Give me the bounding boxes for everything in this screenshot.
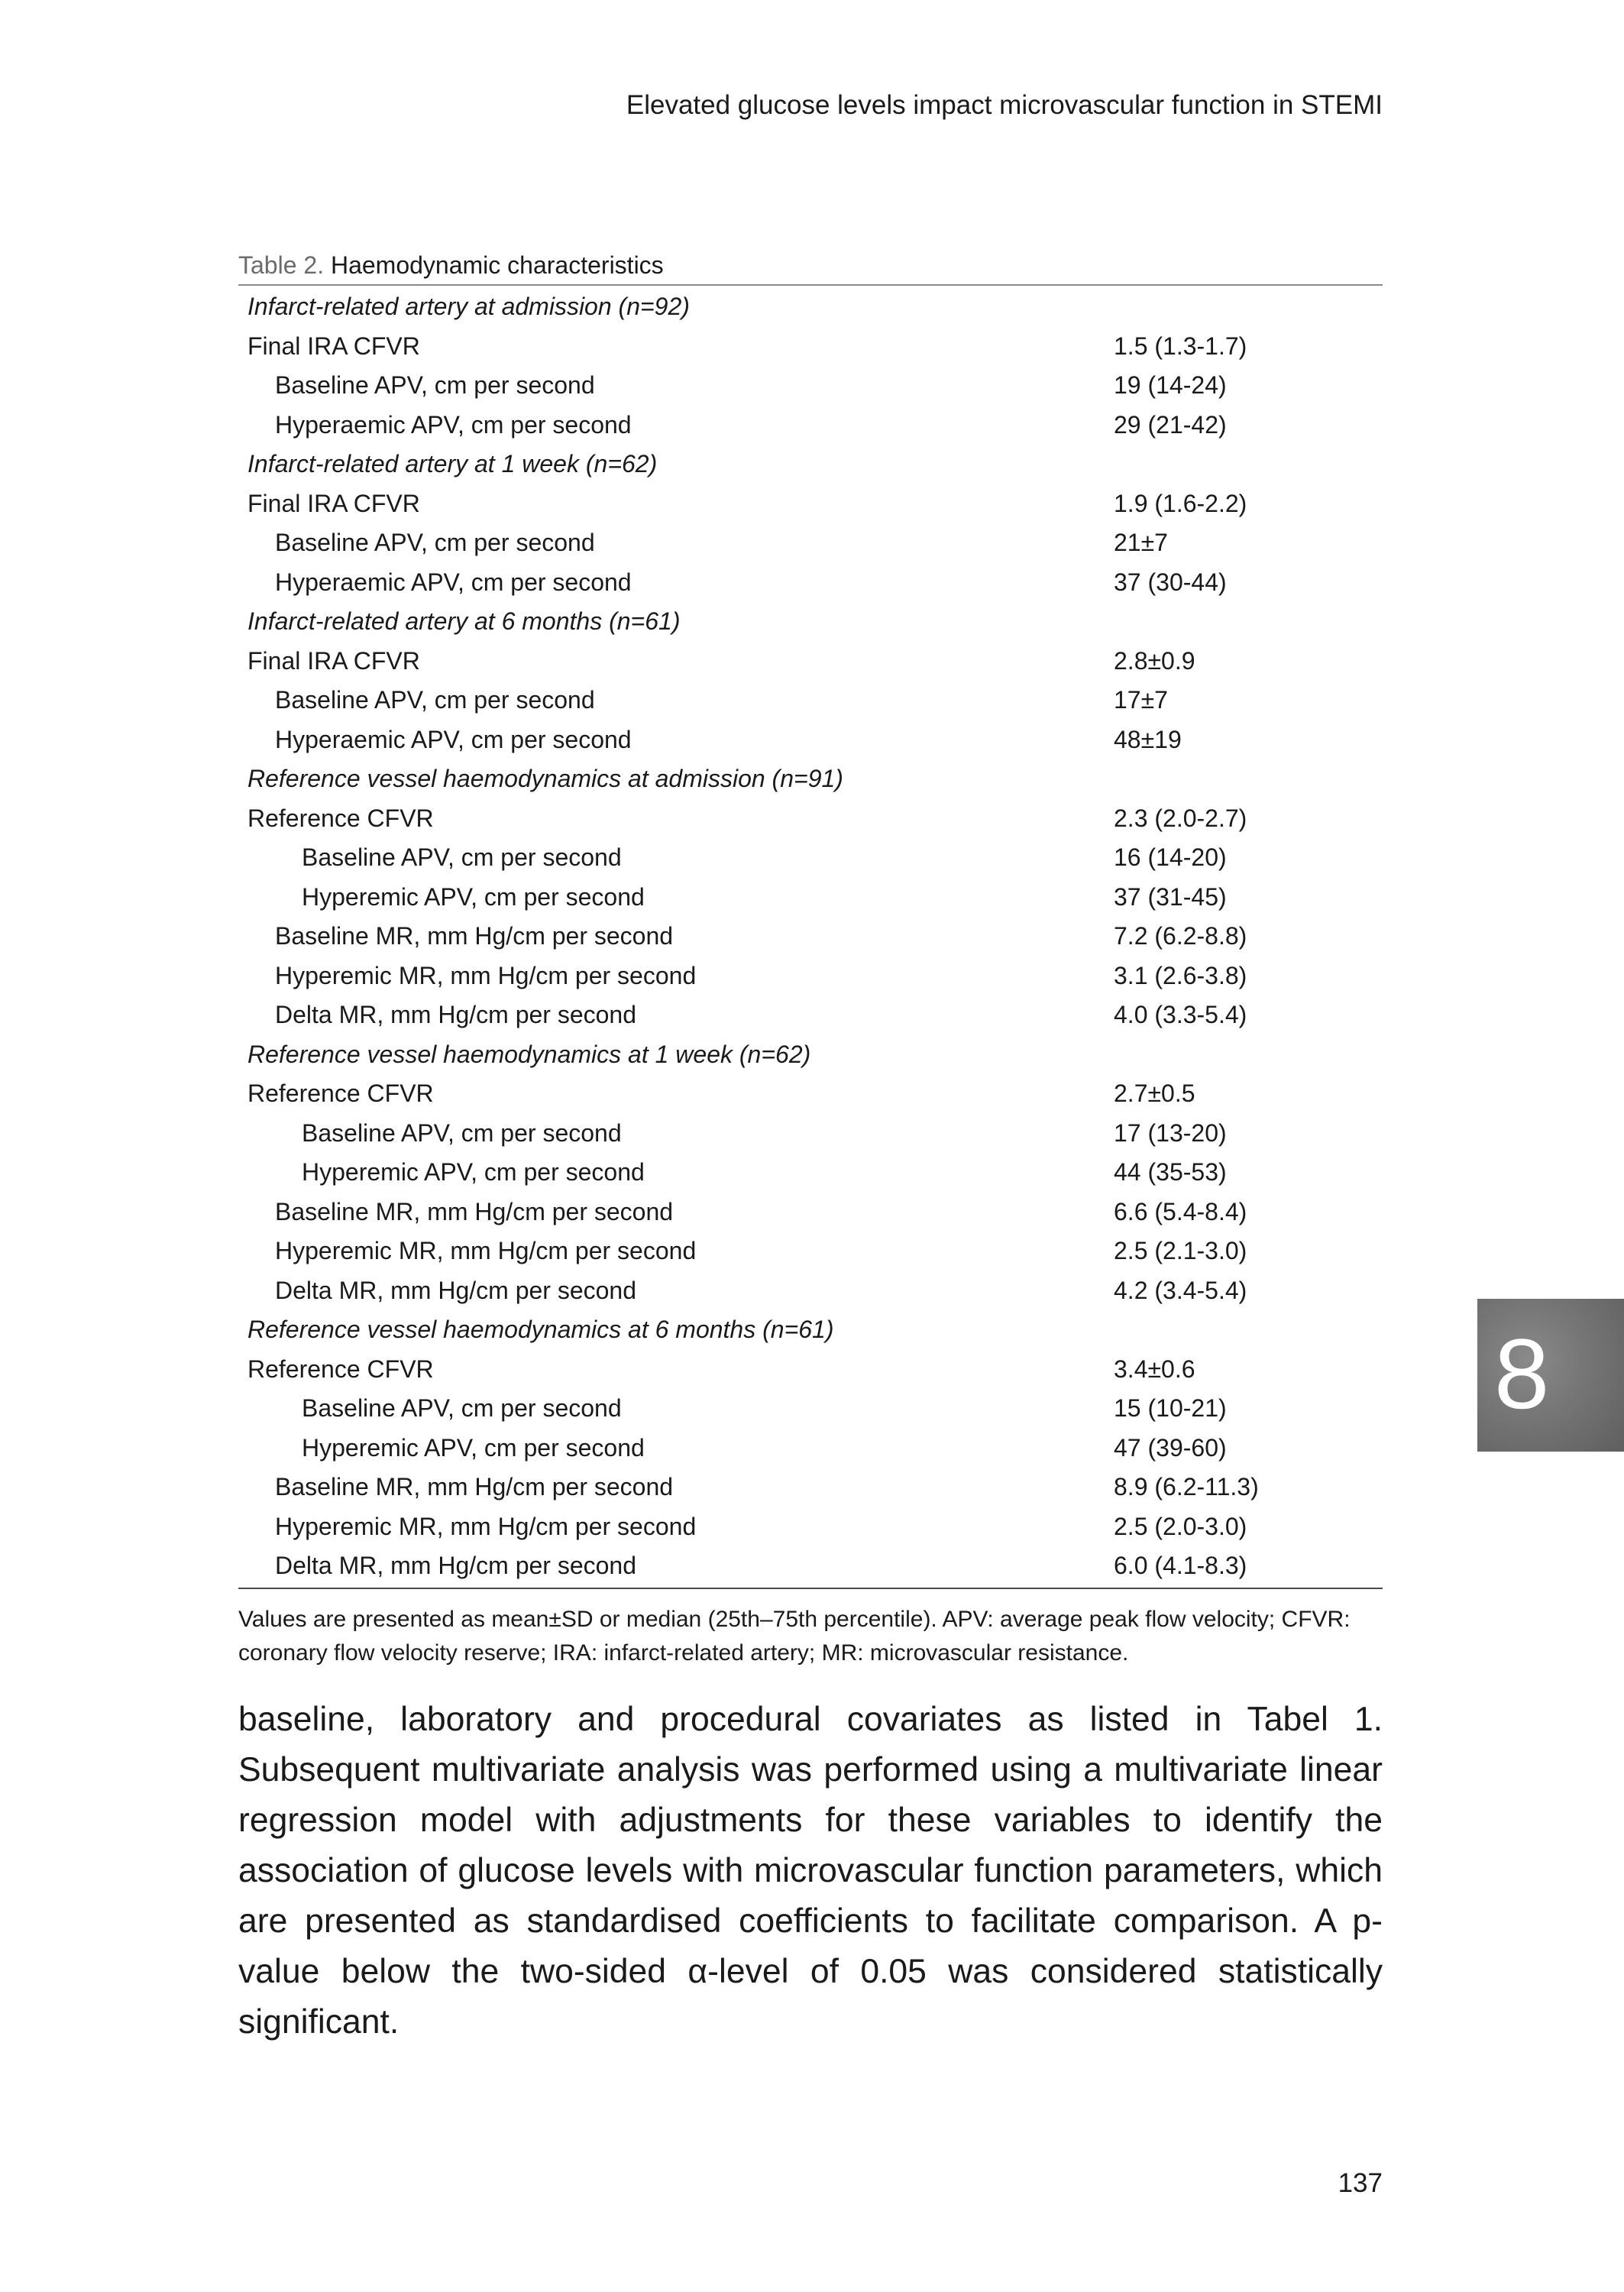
body-paragraph: baseline, laboratory and procedural covariates as listed in Tabel 1. Subsequent multivariate analysis was performed using a multivariate linear regression model with adjustments for these variables to identify the association of glucose levels with microvascular function parameters, which are presented as standardised coefficients to facilitate comparison. A p-value below the two-sided α-level of 0.05 was considered statistically significant. — [238, 1701, 1383, 2041]
row-value: 47 (39-60) — [1114, 1433, 1227, 1462]
table-row — [238, 1193, 1383, 1232]
row-label: Delta MR, mm Hg/cm per second — [275, 1552, 637, 1579]
row-value: 19 (14-24) — [1114, 371, 1227, 399]
table-body — [238, 287, 1383, 1586]
row-value: 4.2 (3.4-5.4) — [1114, 1276, 1247, 1304]
row-label: Baseline MR, mm Hg/cm per second — [275, 922, 674, 950]
row-label: Baseline MR, mm Hg/cm per second — [275, 1197, 674, 1225]
row-label: Final IRA CFVR — [247, 332, 420, 360]
row-label: Hyperemic MR, mm Hg/cm per second — [275, 1512, 697, 1540]
table-section-heading — [238, 287, 1383, 327]
table-row — [238, 1350, 1383, 1390]
table-row — [238, 1429, 1383, 1468]
row-label: Reference CFVR — [247, 1355, 434, 1383]
table-row — [238, 1389, 1383, 1429]
row-value: 3.4±0.6 — [1114, 1355, 1195, 1383]
table-row — [238, 327, 1383, 367]
table-row — [238, 1507, 1383, 1547]
table-section-heading — [238, 1035, 1383, 1075]
table-footnote: Values are presented as mean±SD or median (25th–75th percentile). APV: average peak flow velocity; CFVR: coronary flow velocity reserve; IRA: infarct-related artery; MR: microvascular resistance. — [238, 1606, 1351, 1666]
table-row — [238, 484, 1383, 524]
table-row — [238, 1153, 1383, 1193]
row-value: 1.9 (1.6-2.2) — [1114, 489, 1247, 517]
table-section-heading — [238, 445, 1383, 484]
table-row — [238, 1546, 1383, 1586]
row-label: Reference vessel haemodynamics at admission (n=91) — [247, 765, 843, 792]
row-value: 2.8±0.9 — [1114, 646, 1195, 675]
row-value: 17 (13-20) — [1114, 1118, 1227, 1147]
row-value: 16 (14-20) — [1114, 843, 1227, 871]
row-value: 7.2 (6.2-8.8) — [1114, 922, 1247, 950]
row-label: Hyperemic APV, cm per second — [302, 1158, 645, 1186]
table-caption — [238, 246, 1383, 286]
row-label: Hyperaemic APV, cm per second — [275, 410, 632, 439]
table-row — [238, 1468, 1383, 1507]
table-row — [238, 681, 1383, 720]
row-label: Reference vessel haemodynamics at 1 week (n=62) — [247, 1040, 811, 1068]
row-label: Baseline APV, cm per second — [275, 371, 595, 399]
row-label: Reference CFVR — [247, 804, 434, 832]
table-row — [238, 1114, 1383, 1154]
table-row — [238, 720, 1383, 760]
row-label: Hyperemic APV, cm per second — [302, 882, 645, 911]
row-value: 4.0 (3.3-5.4) — [1114, 1001, 1247, 1028]
table-2 — [238, 246, 1383, 1670]
row-value: 37 (30-44) — [1114, 568, 1227, 596]
table-title: Haemodynamic characteristics — [330, 251, 664, 279]
table-row — [238, 838, 1383, 878]
page-number: 137 — [1338, 2168, 1383, 2198]
row-value: 21±7 — [1114, 529, 1168, 556]
row-value: 2.3 (2.0-2.7) — [1114, 804, 1247, 832]
row-value: 37 (31-45) — [1114, 882, 1227, 911]
table-row — [238, 563, 1383, 603]
table-row — [238, 366, 1383, 406]
row-label: Final IRA CFVR — [247, 646, 420, 675]
row-value: 2.5 (2.0-3.0) — [1114, 1512, 1247, 1540]
table-row — [238, 957, 1383, 996]
table-row — [238, 642, 1383, 681]
table-row — [238, 1271, 1383, 1311]
row-label: Hyperemic APV, cm per second — [302, 1433, 645, 1462]
row-value: 44 (35-53) — [1114, 1158, 1227, 1186]
table-row — [238, 1232, 1383, 1271]
row-value: 3.1 (2.6-3.8) — [1114, 961, 1247, 989]
row-label: Hyperaemic APV, cm per second — [275, 725, 632, 753]
row-label: Reference CFVR — [247, 1080, 434, 1107]
row-label: Infarct-related artery at 1 week (n=62) — [247, 450, 658, 478]
row-label: Baseline APV, cm per second — [302, 843, 622, 871]
row-value: 2.5 (2.1-3.0) — [1114, 1237, 1247, 1264]
row-label: Baseline APV, cm per second — [302, 1394, 622, 1422]
row-label: Baseline MR, mm Hg/cm per second — [275, 1473, 674, 1500]
table-section-heading — [238, 759, 1383, 799]
table-row — [238, 1074, 1383, 1114]
table-section-heading — [238, 1310, 1383, 1350]
table-row — [238, 406, 1383, 445]
table-label: Table 2. — [238, 251, 325, 279]
row-label: Baseline APV, cm per second — [275, 686, 595, 714]
table-section-heading — [238, 602, 1383, 642]
row-value: 8.9 (6.2-11.3) — [1114, 1473, 1259, 1500]
row-value: 2.7±0.5 — [1114, 1080, 1195, 1107]
row-value: 6.0 (4.1-8.3) — [1114, 1552, 1247, 1579]
row-label: Hyperemic MR, mm Hg/cm per second — [275, 1237, 697, 1264]
chapter-tab — [1477, 1299, 1624, 1452]
table-bottom-rule — [238, 1588, 1383, 1589]
table-row — [238, 799, 1383, 839]
row-value: 48±19 — [1114, 725, 1182, 753]
row-label: Delta MR, mm Hg/cm per second — [275, 1001, 637, 1028]
row-label: Delta MR, mm Hg/cm per second — [275, 1276, 637, 1304]
table-row — [238, 523, 1383, 563]
row-value: 15 (10-21) — [1114, 1394, 1227, 1422]
table-row — [238, 878, 1383, 918]
row-label: Infarct-related artery at admission (n=92) — [247, 293, 690, 320]
row-label: Reference vessel haemodynamics at 6 months (n=61) — [247, 1316, 834, 1343]
row-label: Infarct-related artery at 6 months (n=61) — [247, 607, 681, 635]
table-row — [238, 995, 1383, 1035]
row-label: Hyperemic MR, mm Hg/cm per second — [275, 961, 697, 989]
row-label: Final IRA CFVR — [247, 489, 420, 517]
row-label: Baseline APV, cm per second — [275, 529, 595, 556]
table-row — [238, 917, 1383, 957]
row-value: 6.6 (5.4-8.4) — [1114, 1197, 1247, 1225]
chapter-number: 8 — [1494, 1318, 1550, 1429]
row-value: 29 (21-42) — [1114, 410, 1227, 439]
row-label: Baseline APV, cm per second — [302, 1118, 622, 1147]
running-header: Elevated glucose levels impact microvascular function in STEMI — [626, 90, 1383, 120]
row-value: 1.5 (1.3-1.7) — [1114, 332, 1247, 360]
row-value: 17±7 — [1114, 686, 1168, 714]
row-label: Hyperaemic APV, cm per second — [275, 568, 632, 596]
